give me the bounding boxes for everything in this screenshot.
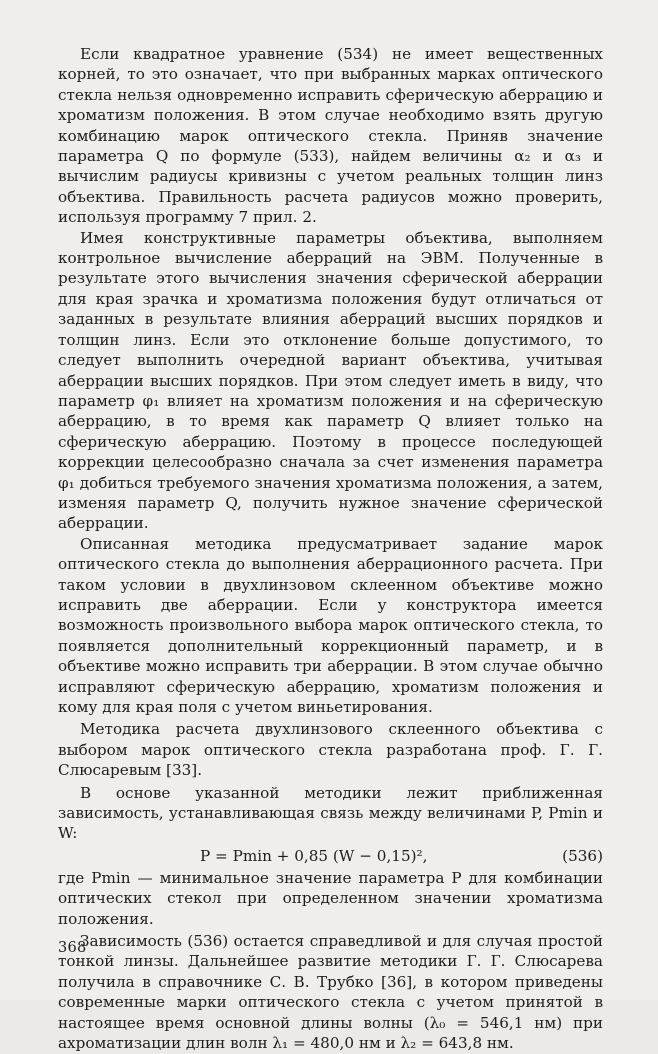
paragraph-1: Если квадратное уравнение (534) не имеет вещественных корней, то это означает, что при выбранных марках оптического стекла нельзя одновременно исправить сферическую аберрацию и хроматизм положения. В этом случае необходимо взять другую комбинацию марок оптического стекла. Приняв значение параметра Q по формуле (533), найдем величины α₂ и α₃ и вычислим радиусы кривизны с учетом реальных толщин линз объектива. Правильность расчета радиусов можно проверить, используя программу 7 прил. 2. [58,45,603,227]
paragraph-3: Описанная методика предусматривает задание марок оптического стекла до выполнения аберрационного расчета. При таком условии в двухлинзовом склеенном объективе можно исправить две аберрации. Если у конструктора имеется возможность произвольного выбора марок оптического стекла, то появляется дополнительный коррекционный параметр, и в объективе можно исправить три аберрации. В этом случае обычно исправляют сферическую аберрацию, хроматизм положения и кому для края поля с учетом виньетирования. [58,534,603,716]
formula-536 [58,844,603,868]
paragraph-6: Зависимость (536) остается справедливой и для случая простой тонкой линзы. Дальнейшее развитие методики Г. Г. Слюсарева получила в справочнике С. В. Трубко [36], в котором приведены современные марки оптического стекла с учетом принятой в настоящее время основной длины волны (λ₀ = 546,1 нм) при ахроматизации длин волн λ₁ = 480,0 нм и λ₂ = 643,8 нм. [58,932,603,1053]
page-number: 368 [58,940,87,956]
body-text [58,44,603,1054]
formula-explanation: где Pmin — минимальное значение параметра P для комбинации оптических стекол при определенном значении хроматизма положения. [58,868,603,928]
paragraph-2: Имея конструктивные параметры объектива, выполняем контрольное вычисление аберраций на ЭВМ. Полученные в результате этого вычисления значения сферической аберрации для края зрачка и хроматизма положения будут отличаться от заданных в результате влияния аберраций высших порядков и толщин линз. Если это отклонение больше допустимого, то следует выполнить очередной вариант объектива, учитывая аберрации высших порядков. При этом следует иметь в виду, что параметр φ₁ влияет на хроматизм положения и на сферическую аберрацию, в то время как параметр Q влияет только на сферическую аберрацию. Поэтому в процессе последующей коррекции целесообразно сначала за счет изменения параметра φ₁ добиться требуемого значения хроматизма положения, а затем, изменяя параметр Q, получить нужное значение сферической аберрации. [58,228,603,533]
formula-number: (536) [562,846,603,865]
paragraph-5: В основе указанной методики лежит приближенная зависимость, устанавливающая связь между величинами P, Pmin и W: [58,783,603,843]
formula-expression: P = Pmin + 0,85 (W − 0,15)², [200,846,428,865]
paragraph-4: Методика расчета двухлинзового склеенного объектива с выбором марок оптического стекла разработана проф. Г. Г. Слюсаревым [33]. [58,720,603,780]
